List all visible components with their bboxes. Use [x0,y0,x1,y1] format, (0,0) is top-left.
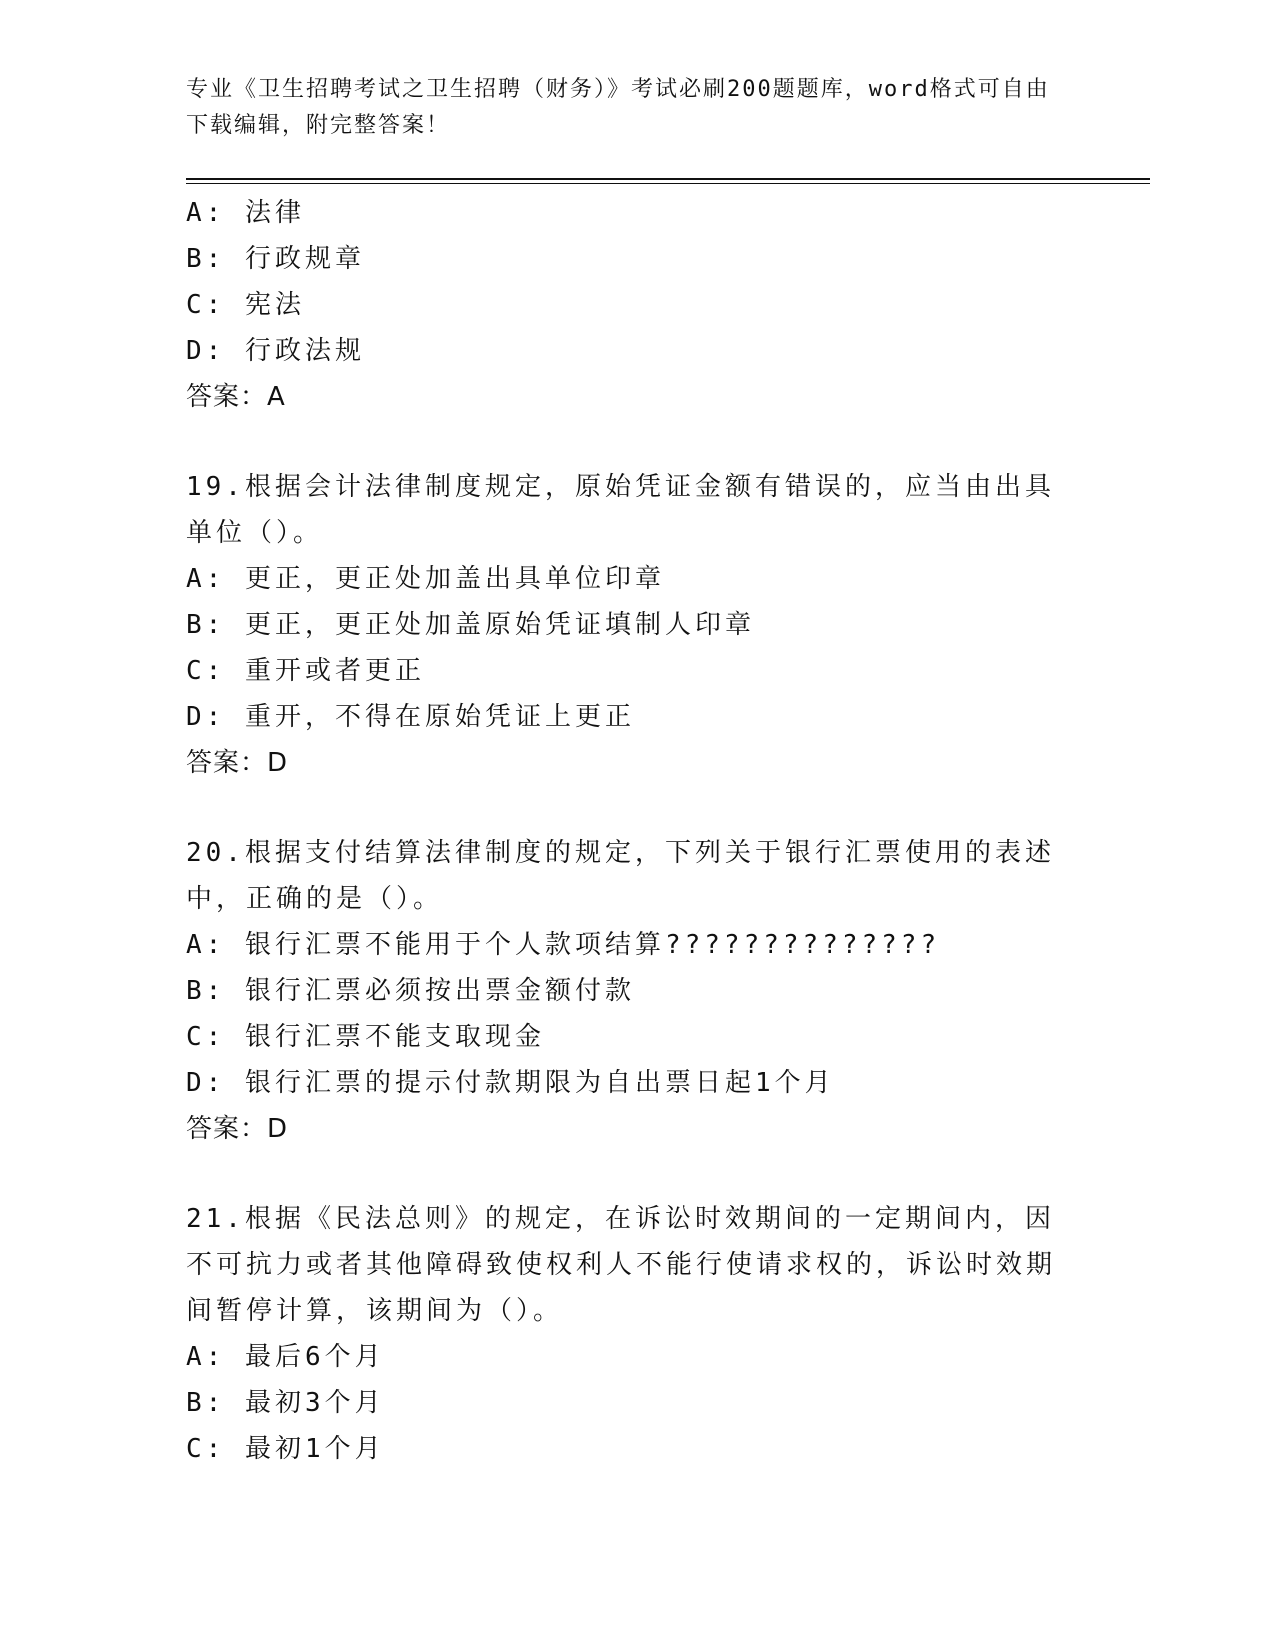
option-line [186,282,1086,328]
option-text: 银行汇票的提示付款期限为自出票日起1个月 [244,1068,835,1098]
option-text: 更正，更正处加盖出具单位印章 [244,564,665,594]
question-list [186,190,1086,1472]
option-line [186,236,1086,282]
option-text: 宪法 [244,290,305,320]
option-letter: C: [186,1434,226,1464]
option-line [186,1334,1086,1380]
option-letter: D: [186,702,226,732]
option-line [186,968,1086,1014]
question-block [186,830,1086,1152]
option-text: 银行汇票不能用于个人款项结算?????????????? [244,930,941,960]
option-text: 银行汇票必须按出票金额付款 [244,976,635,1006]
question-stem: 20.根据支付结算法律制度的规定，下列关于银行汇票使用的表述中，正确的是（）。 [186,838,1055,914]
option-text: 最后6个月 [244,1342,385,1372]
question-stem: 19.根据会计法律制度规定，原始凭证金额有错误的，应当由出具单位（）。 [186,472,1055,548]
option-line [186,328,1086,374]
option-letter: A: [186,198,226,228]
option-letter: B: [186,1388,226,1418]
option-text: 法律 [244,198,305,228]
option-letter: B: [186,244,226,274]
option-letter: C: [186,1022,226,1052]
answer-line: 答案：A [186,382,286,412]
option-line [186,556,1086,602]
option-text: 最初3个月 [244,1388,385,1418]
option-letter: A: [186,1342,226,1372]
option-letter: C: [186,290,226,320]
option-text: 行政规章 [244,244,365,274]
answer-line: 答案：D [186,748,289,778]
header-rule-secondary [186,183,1150,184]
option-line [186,922,1086,968]
option-line [186,602,1086,648]
question-block [186,1196,1086,1472]
option-letter: D: [186,336,226,366]
option-text: 重开，不得在原始凭证上更正 [244,702,635,732]
option-letter: B: [186,976,226,1006]
option-letter: A: [186,930,226,960]
option-text: 重开或者更正 [244,656,425,686]
option-line [186,190,1086,236]
option-line [186,1060,1086,1106]
option-line [186,694,1086,740]
header-rule [186,178,1150,180]
previous-question [186,190,1086,420]
question-stem: 21.根据《民法总则》的规定，在诉讼时效期间的一定期间内，因不可抗力或者其他障碍致使权利人不能行使请求权的，诉讼时效期间暂停计算，该期间为（）。 [186,1204,1057,1326]
option-line [186,648,1086,694]
option-text: 银行汇票不能支取现金 [244,1022,545,1052]
option-letter: D: [186,1068,226,1098]
option-text: 更正，更正处加盖原始凭证填制人印章 [244,610,755,640]
option-letter: A: [186,564,226,594]
question-block [186,464,1086,786]
option-line [186,1014,1086,1060]
option-line [186,1426,1086,1472]
option-letter: B: [186,610,226,640]
document-header: 专业《卫生招聘考试之卫生招聘（财务）》考试必刷200题题库，word格式可自由下载编辑，附完整答案！ [186,77,1050,138]
option-text: 行政法规 [244,336,365,366]
option-letter: C: [186,656,226,686]
option-line [186,1380,1086,1426]
answer-line: 答案：D [186,1114,289,1144]
option-text: 最初1个月 [244,1434,385,1464]
